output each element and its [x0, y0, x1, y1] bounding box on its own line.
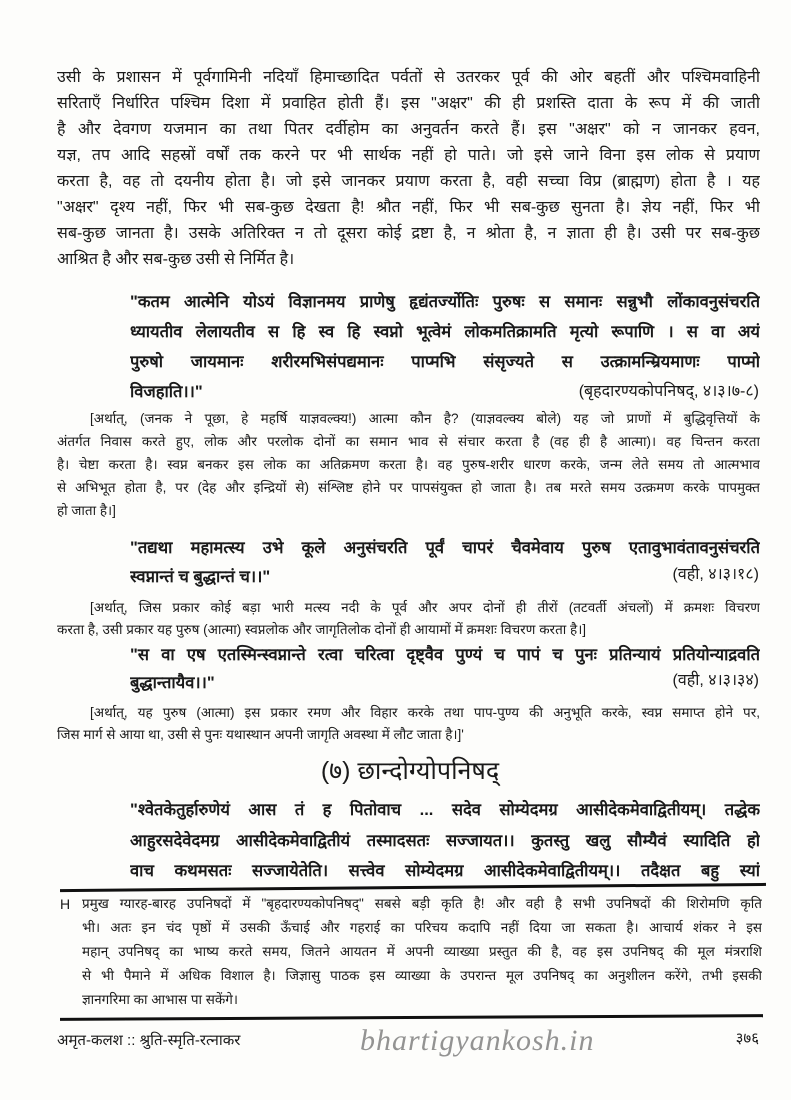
footnote-line: ज्ञानगरिमा का आभास पा सकेंगे। — [82, 992, 238, 1007]
paragraph-line: यज्ञ, तप आदि सहस्रों वर्षों तक करने पर भी सार्थक नहीं हो पाते। जो इसे जाने विना इस लोक से प्रयाण — [57, 147, 760, 164]
meaning-line: [अर्थात्, यह पुरुष (आत्मा) इस प्रकार रमण और विहार करके तथा पाप-पुण्य की अनुभूति करके, स्वप्न समाप्त होने पर, — [90, 705, 760, 720]
meaning-line: से अभिभूत होता है, पर (देह और इन्द्रियों से) संश्लिष्ट होने पर पापसंयुक्त हो जाता है। तब मरते समय उत्क्रमण करके पापमुक्त — [57, 480, 760, 495]
paragraph-line: सरिताएँ निर्धारित पश्चिम दिशा में प्रवाहित होती हैं। इस "अक्षर" की ही प्रशस्ति दाता के रूप में की जाती — [57, 95, 760, 112]
verse-line: स्वप्नान्तं च बुद्धान्तं च।।" — [130, 568, 271, 586]
footnote-line: से भी पैमाने में अधिक विशाल है। जिज्ञासु पाठक इस व्याख्या के उपरान्त मूल उपनिषद् का अनुशीलन करेंगे, तभी इसकी — [82, 968, 762, 983]
verse-citation: (वही, ४।३।३४) — [672, 672, 759, 689]
verse-citation: (वही, ४।३।१८) — [672, 566, 759, 583]
watermark: bhartigyankosh.in — [360, 1024, 595, 1057]
paragraph-line: आश्रित है और सब-कुछ उसी से निर्मित है। — [57, 251, 295, 268]
meaning-line: हो जाता है।] — [57, 503, 116, 518]
verse-line: "श्वेतकेतुर्हारुणेयं आस तं ह पितोवाच ... सदेव सोम्येदमग्र आसीदेकमेवाद्वितीयम्। तद्धेक — [130, 801, 760, 819]
verse-line: ध्यायतीव लेलायतीव स हि स्व हि स्वप्नो भूत्वेमं लोकमतिक्रामति मृत्यो रूपाणि । स वा अयं — [130, 323, 760, 341]
footer-divider — [60, 1014, 763, 1021]
verse-line: विजहाति।।" — [130, 383, 203, 401]
verse-line: "तद्यथा महामत्स्य उभे कूले अनुसंचरति पूर्वं चापरं चैवमेवाय पुरुष एतावुभावंतावनुसंचरति — [130, 539, 760, 557]
meaning-line: है। चेष्टा करता है। स्वप्न बनकर इस लोक का अतिक्रमण करता है। वह पुरुष-शरीर धारण करके, जन्म लेते समय तो आत्मभाव — [57, 457, 760, 472]
verse-line: पुरुषो जायमानः शरीरमभिसंपद्यमानः पाप्मभि संसृज्यते स उत्क्रामन्म्रियमाणः पाप्मो — [130, 353, 760, 371]
verse-line: आहुरसदेवेदमग्र आसीदेकमेवाद्वितीयं तस्मादसतः सज्जायत।। कुतस्तु खलु सौम्यैवं स्यादिति हो — [130, 832, 760, 850]
paragraph-line: सब-कुछ जानता है। उसके अतिरिक्त न तो दूसरा कोई द्रष्टा है, न श्रोता है, न ज्ञाता ही है। उसी पर सब-कुछ — [57, 225, 760, 242]
meaning-line: [अर्थात्, (जनक ने पूछा, हे महर्षि याज्ञवल्क्य!) आत्मा कौन है? (याज्ञवल्क्य बोले) यह जो प्राणों में बुद्धिवृत्तियों के — [90, 411, 760, 426]
page-number: ३७६ — [735, 1030, 759, 1047]
verse-line: "कतम आत्मेनि योऽयं विज्ञानमय प्राणेषु हृद्यंतर्ज्योतिः पुरुषः स समानः सन्नुभौ लोंकावनुसंचरति — [130, 293, 760, 311]
footnote-line: प्रमुख ग्यारह-बारह उपनिषदों में "बृहदारण्यकोपनिषद्" सबसे बड़ी कृति है! और वही है सभी उपनिषदों की शिरोमणि कृति — [82, 896, 762, 911]
footnote-line: महान् उपनिषद् का भाष्य करते समय, जितने आयतन में अपनी व्याख्या प्रस्तुत की है, वह इस उपनिषद् की मूल मंत्रराशि — [82, 944, 762, 959]
paragraph-line: "अक्षर" दृश्य नहीं, फिर भी सब-कुछ देखता है! श्रौत नहीं, फिर भी सब-कुछ सुनता है। ज्ञेय नहीं, फिर भी — [57, 199, 760, 216]
meaning-line: अंतर्गत निवास करते हुए, लोक और परलोक दोनों का समान भाव से संचार करता है (वह ही है आत्मा)। वह चिन्तन करता — [57, 434, 760, 449]
verse-line: वाच कथमसतः सज्जायेतेति। सत्त्वेव सोम्येदमग्र आसीदेकमेवाद्वितीयम्।। तदैक्षत बहु स्यां — [130, 862, 760, 880]
verse-line: बुद्धान्तायैव।।" — [130, 674, 215, 692]
verse-citation: (बृहदारण्यकोपनिषद्, ४।३।७-८) — [578, 383, 759, 400]
footnote-divider — [60, 883, 766, 892]
footnote-marker: H — [60, 896, 71, 912]
meaning-line: [अर्थात्, जिस प्रकार कोई बड़ा भारी मत्स्य नदी के पूर्व और अपर दोनों ही तीरों (तटवर्ती अंचलों) में क्रमशः विचरण — [90, 600, 760, 615]
verse-line: "स वा एष एतस्मिन्स्वप्नान्ते रत्वा चरित्वा दृष्ट्वैव पुण्यं च पापं च पुनः प्रतिन्यायं प्रतियोन्याद्रवति — [130, 646, 760, 664]
book-title-footer: अमृत-कलश :: श्रुति-स्मृति-रत्नाकर — [57, 1032, 241, 1049]
section-heading: (७) छान्दोग्योपनिषद् — [320, 757, 500, 785]
paragraph-line: उसी के प्रशासन में पूर्वगामिनी नदियाँ हिमाच्छादित पर्वतों से उतरकर पूर्व की ओर बहतीं और पश्चिमवाहिनी — [57, 69, 760, 86]
paragraph-line: है और देवगण यजमान का तथा पितर दर्वीहोम का अनुवर्तन करते हैं। इस "अक्षर" को न जानकर हवन, — [57, 121, 760, 138]
footnote-line: भी। अतः इन चंद पृष्ठों में उसकी ऊँचाई और गहराई का परिचय कदापि नहीं दिया जा सकता है। आचार्य शंकर ने इस — [82, 920, 762, 935]
paragraph-line: करता है, वह तो दयनीय होता है। जो इसे जानकर प्रयाण करता है, वही सच्चा विप्र (ब्राह्मण) होता है । यह — [57, 173, 760, 190]
meaning-line: जिस मार्ग से आया था, उसी से पुनः यथास्थान अपनी जागृति अवस्था में लौट जाता है।]' — [57, 727, 464, 742]
meaning-line: करता है, उसी प्रकार यह पुरुष (आत्मा) स्वप्नलोक और जागृतिलोक दोनों ही आयामों में क्रमशः विचरण करता है।] — [57, 622, 587, 637]
